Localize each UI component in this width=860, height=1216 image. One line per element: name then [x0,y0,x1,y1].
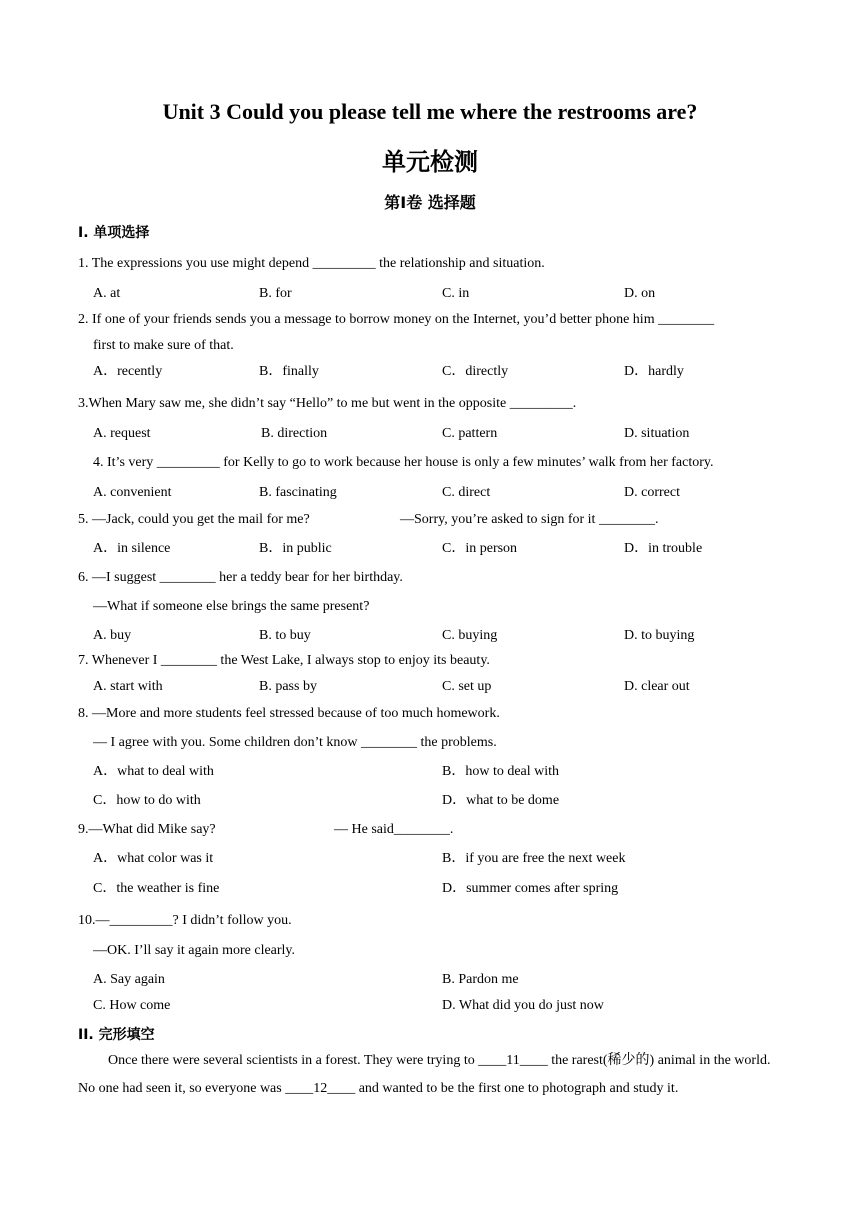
section-heading-cloze: II. 完形填空 [78,1027,155,1043]
page-subtitle: 单元检测 [382,148,478,176]
question-5: 5. —Jack, could you get the mail for me? [78,512,310,527]
question-6: 6. —I suggest ________ her a teddy bear for her birthday. [78,570,403,585]
q5-option-a: A．in silence [93,541,171,556]
q2-option-c: C．directly [442,364,509,379]
q5-option-b: B．in public [259,541,332,556]
q9-option-c: C．the weather is fine [93,881,220,896]
question-5-reply: —Sorry, you’re asked to sign for it ________. [400,512,659,527]
q2-option-a: A．recently [93,364,163,379]
q8-option-a: A．what to deal with [93,764,214,779]
q5-option-d: D．in trouble [624,541,703,556]
part-heading: 第Ⅰ卷 选择题 [384,193,476,212]
q10-option-a: A. Say again [93,972,165,987]
question-9: 9.—What did Mike say? [78,822,216,837]
q9-option-d: D．summer comes after spring [442,881,619,896]
q2-option-d: D．hardly [624,364,684,379]
question-2: 2. If one of your friends sends you a message to borrow money on the Internet, you’d better phone him ________ [78,312,715,327]
question-4: 4. It’s very _________ for Kelly to go to work because her house is only a few minutes’ walk from her factory. [93,455,714,470]
q4-option-d: D. correct [624,485,680,500]
page-title: Unit 3 Could you please tell me where the restrooms are? [162,99,698,124]
q8-option-b: B．how to deal with [442,764,560,779]
question-6-reply: —What if someone else brings the same present? [93,599,370,614]
q6-option-d: D. to buying [624,628,695,643]
q7-option-c: C. set up [442,679,492,694]
q1-option-c: C. in [442,286,470,301]
question-9-reply: — He said________. [334,822,454,837]
question-10-reply: —OK. I’ll say it again more clearly. [93,943,296,958]
q9-option-b: B．if you are free the next week [442,851,626,866]
q1-option-a: A. at [93,286,121,301]
q10-option-d: D. What did you do just now [442,998,604,1013]
q4-option-c: C. direct [442,485,491,500]
cloze-paragraph: Once there were several scientists in a forest. They were trying to ____11____ the rarest(稀少的) animal in the world. No one had seen it, so everyone was ____12____ and wanted to be the first one to photograph and study it. [78,1053,771,1096]
question-8: 8. —More and more students feel stressed because of too much homework. [78,706,500,721]
q3-option-c: C. pattern [442,426,498,441]
q10-option-b: B. Pardon me [442,972,519,987]
q2-option-b: B．finally [259,364,319,379]
q5-option-c: C．in person [442,541,518,556]
q4-option-b: B. fascinating [259,485,337,500]
q10-option-c: C. How come [93,998,171,1013]
question-7: 7. Whenever I ________ the West Lake, I always stop to enjoy its beauty. [78,653,490,668]
q1-option-d: D. on [624,286,656,301]
q3-option-d: D. situation [624,426,690,441]
q6-option-a: A. buy [93,628,132,643]
question-3: 3.When Mary saw me, she didn’t say “Hello” to me but went in the opposite _________. [78,396,577,411]
q9-option-a: A．what color was it [93,851,214,866]
q7-option-a: A. start with [93,679,163,694]
q7-option-b: B. pass by [259,679,317,694]
question-10: 10.—_________? I didn’t follow you. [78,913,292,928]
q6-option-b: B. to buy [259,628,311,643]
q8-option-d: D．what to be dome [442,793,560,808]
question-1: 1. The expressions you use might depend _________ the relationship and situation. [78,256,545,271]
q7-option-d: D. clear out [624,679,690,694]
q3-option-b: B. direction [261,426,328,441]
q4-option-a: A. convenient [93,485,172,500]
question-8-reply: — I agree with you. Some children don’t know ________ the problems. [93,735,497,750]
section-heading-single-choice: I. 单项选择 [78,225,150,241]
q1-option-b: B. for [259,286,292,301]
question-2-continued: first to make sure of that. [93,338,234,353]
q8-option-c: C．how to do with [93,793,201,808]
q3-option-a: A. request [93,426,151,441]
q6-option-c: C. buying [442,628,498,643]
